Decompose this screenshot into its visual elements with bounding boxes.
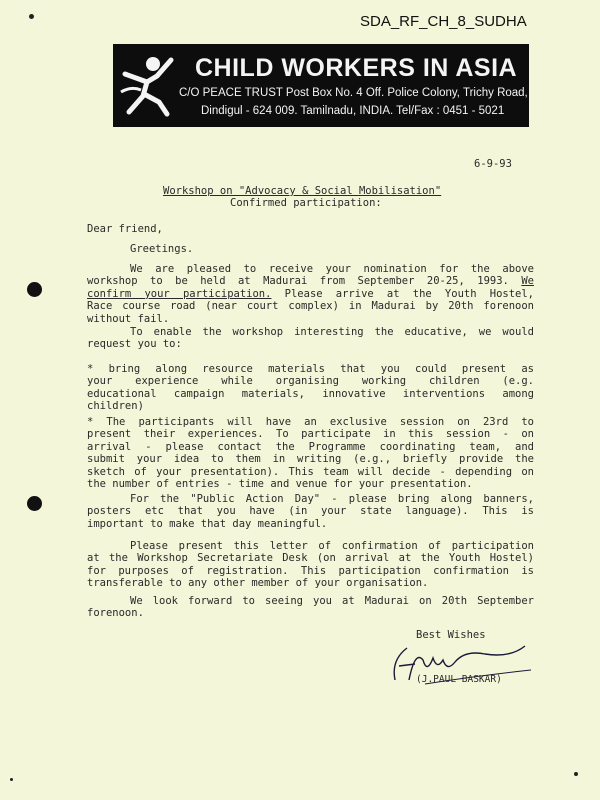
paragraph-line: submit your idea to them in writing (e.g., briefly provide the: [87, 453, 534, 466]
paragraph-line: request you to:: [87, 338, 182, 351]
paragraph-request: [87, 326, 534, 351]
paragraph-line: confirm your participation. Please arrive at the Youth Hostel,: [87, 287, 534, 300]
org-address-line1: C/O PEACE TRUST Post Box No. 4 Off. Police Colony, Trichy Road,: [179, 87, 528, 99]
paragraph-line: children): [87, 400, 144, 413]
signatory-name: (J.PAUL BASKAR): [416, 674, 502, 685]
letter-subtitle: Confirmed participation:: [230, 197, 382, 209]
paragraph-line: * The participants will have an exclusive session on 23rd to: [87, 416, 534, 428]
paragraph-line: for purposes of registration. This participation confirmation is: [87, 564, 534, 577]
paragraph-line: present their experiences. To participate in this session - on: [87, 428, 534, 441]
paragraph-public-action-day: [87, 493, 534, 530]
paragraph-nomination: [87, 263, 534, 325]
closing-wishes: Best Wishes: [416, 629, 486, 641]
paragraph-line: For the "Public Action Day" - please bring along banners,: [130, 493, 534, 505]
paragraph-line: Race course road (near court complex) in Madurai by 20th forenoon: [87, 300, 534, 313]
paragraph-line: the number of entries - time and venue for your presentation.: [87, 478, 473, 491]
scan-speck: [574, 772, 578, 776]
scan-speck: [10, 778, 13, 781]
underlined-phrase: confirm your participation.: [87, 287, 272, 300]
paragraph-line: sketch of your presentation). This team will decide - depending on: [87, 465, 534, 478]
greeting: Greetings.: [130, 243, 194, 255]
paragraph-line: * bring along resource materials that you could present as: [87, 363, 534, 375]
child-figure-logo-icon: [117, 52, 177, 118]
paragraph-line: your experience while organising working children (e.g.: [87, 375, 534, 388]
punch-hole: [27, 496, 42, 511]
underlined-phrase: We: [521, 275, 534, 288]
paragraph-line: at the Workshop Secretariate Desk (on arrival at the Youth Hostel): [87, 552, 534, 565]
salutation: Dear friend,: [87, 223, 163, 235]
org-name: CHILD WORKERS IN ASIA: [195, 54, 518, 82]
org-address-line2: Dindigul - 624 009. Tamilnadu, INDIA. Tel/Fax : 0451 - 5021: [201, 105, 505, 117]
paragraph-line: important to make that day meaningful.: [87, 517, 328, 530]
paragraph-registration: [87, 540, 534, 590]
paragraph-line: posters etc that you have (in your state language). This is: [87, 505, 534, 518]
paragraph-line: arrival - please contact the Programme coordinating team, and: [87, 440, 534, 453]
paragraph-line: We are pleased to receive your nomination for the above: [130, 263, 534, 275]
letter-date: 6-9-93: [474, 158, 512, 170]
paragraph-line: To enable the workshop interesting the educative, we would: [130, 326, 534, 338]
letter-title: Workshop on "Advocacy & Social Mobilisation": [163, 185, 442, 197]
paragraph-line: transferable to any other member of your organisation.: [87, 577, 429, 590]
letterhead: [113, 44, 529, 127]
paragraph-line: without fail.: [87, 312, 170, 325]
paragraph-line: We look forward to seeing you at Madurai on 20th September: [130, 595, 534, 607]
paragraph-session: [87, 416, 534, 490]
paragraph-line: Please present this letter of confirmation of participation: [130, 540, 534, 552]
punch-hole: [27, 282, 42, 297]
paragraph-closing: [87, 595, 534, 620]
paragraph-resource-materials: [87, 363, 534, 413]
scan-speck: [29, 14, 34, 19]
paragraph-line: forenoon.: [87, 607, 144, 620]
paragraph-line: educational campaign materials, innovative interventions among: [87, 387, 534, 400]
document-id: SDA_RF_CH_8_SUDHA: [360, 13, 527, 30]
paragraph-line: workshop to be held at Madurai from September 20-25, 1993. We: [87, 275, 534, 288]
